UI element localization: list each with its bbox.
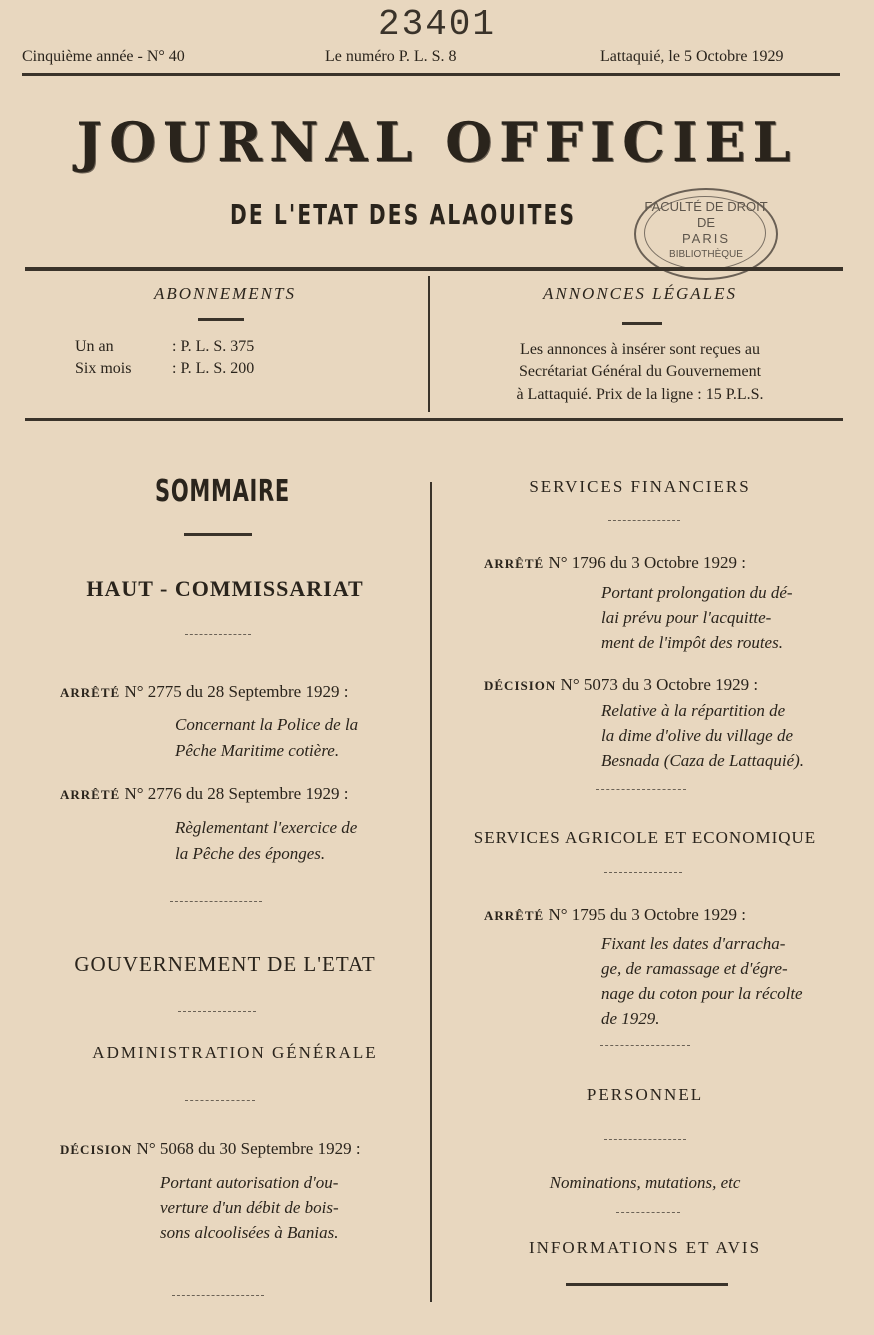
decision-5073-line-1: Relative à la répartition de	[601, 701, 786, 720]
decision-5068-line-2: verture d'un débit de bois-	[160, 1198, 339, 1217]
services-financiers-heading: SERVICES FINANCIERS	[529, 477, 751, 496]
section-divider	[596, 789, 686, 790]
arrete-1796-line-1: Portant prolongation du dé-	[601, 583, 793, 602]
column-divider	[430, 482, 432, 1302]
section-divider	[178, 1011, 256, 1012]
abonnements-title: ABONNEMENTS	[154, 284, 296, 303]
section-divider	[185, 634, 251, 635]
annonces-divider	[622, 322, 662, 325]
arrete-1795-line-1: Fixant les dates d'arracha-	[601, 934, 786, 953]
section-divider	[616, 1212, 680, 1213]
gouvernement-heading: GOUVERNEMENT DE L'ETAT	[74, 952, 376, 976]
annonces-title: ANNONCES LÉGALES	[543, 284, 737, 303]
end-rule	[566, 1283, 728, 1286]
sommaire-title: SOMMAIRE	[155, 474, 290, 509]
abonnement-value-2: : P. L. S. 200	[172, 360, 255, 377]
year-issue: Cinquième année - N° 40	[22, 48, 185, 65]
abonnements-divider	[198, 318, 244, 321]
arrete-1796-ref: ARRÊTÉ N° 1796 du 3 Octobre 1929 :	[484, 553, 746, 572]
informations-heading: INFORMATIONS ET AVIS	[528, 1238, 762, 1257]
arrete-2775-ref: ARRÊTÉ N° 2775 du 28 Septembre 1929 :	[60, 682, 349, 701]
annonces-line-1: Les annonces à insérer sont reçues au	[520, 341, 760, 358]
masthead-rule	[25, 267, 843, 271]
decision-5073-ref: DÉCISION N° 5073 du 3 Octobre 1929 :	[484, 675, 759, 694]
section-divider	[185, 1100, 255, 1101]
decision-5068-line-1: Portant autorisation d'ou-	[160, 1173, 339, 1192]
journal-title: JOURNAL OFFICIEL	[76, 110, 798, 174]
abonnement-label-1: Un an	[75, 338, 114, 355]
nominations-line: Nominations, mutations, etc	[549, 1173, 741, 1192]
journal-subtitle: DE L'ETAT DES ALAOUITES	[230, 198, 577, 231]
arrete-1796-line-3: ment de l'impôt des routes.	[601, 633, 783, 652]
section-divider	[600, 1045, 690, 1046]
header-rule	[22, 73, 840, 76]
arrete-2776-ref: ARRÊTÉ N° 2776 du 28 Septembre 1929 :	[60, 784, 349, 803]
section-divider	[172, 1295, 264, 1296]
decision-5068-ref: DÉCISION N° 5068 du 30 Septembre 1929 :	[60, 1139, 361, 1158]
section-divider	[604, 872, 682, 873]
header-bottom-rule	[25, 418, 843, 421]
administration-heading: ADMINISTRATION GÉNÉRALE	[92, 1043, 378, 1062]
arrete-2776-line-1: Règlementant l'exercice de	[175, 818, 358, 837]
arrete-1795-line-2: ge, de ramassage et d'égre-	[601, 959, 788, 978]
sommaire-divider	[184, 533, 252, 536]
decision-5068-line-3: sons alcoolisées à Banias.	[160, 1223, 339, 1242]
decision-5073-line-3: Besnada (Caza de Lattaquié).	[601, 751, 805, 770]
section-divider	[170, 901, 262, 902]
arrete-1796-line-2: lai prévu pour l'acquitte-	[601, 608, 772, 627]
annonces-line-2: Secrétariat Général du Gouvernement	[518, 363, 762, 380]
place-date: Lattaquié, le 5 Octobre 1929	[600, 48, 784, 65]
issue-price: Le numéro P. L. S. 8	[325, 48, 457, 65]
section-divider	[608, 520, 680, 521]
abonnement-label-2: Six mois	[75, 360, 132, 377]
arrete-1795-line-4: de 1929.	[601, 1009, 660, 1028]
header-column-rule	[428, 276, 430, 412]
issue-serial-number: 23401	[377, 4, 497, 45]
library-stamp: FACULTÉ DE DROIT DE PARIS BIBLIOTHÈQUE	[634, 188, 778, 280]
haut-commissariat-heading: HAUT - COMMISSARIAT	[86, 576, 364, 601]
section-divider	[604, 1139, 686, 1140]
arrete-2775-line-1: Concernant la Police de la	[175, 715, 359, 734]
arrete-2775-line-2: Pêche Maritime cotière.	[175, 741, 340, 760]
personnel-heading: PERSONNEL	[586, 1085, 704, 1104]
arrete-1795-ref: ARRÊTÉ N° 1795 du 3 Octobre 1929 :	[484, 905, 746, 924]
arrete-1795-line-3: nage du coton pour la récolte	[601, 984, 803, 1003]
annonces-line-3: à Lattaquié. Prix de la ligne : 15 P.L.S.	[516, 386, 764, 403]
arrete-2776-line-2: la Pêche des éponges.	[175, 844, 326, 863]
abonnement-value-1: : P. L. S. 375	[172, 338, 255, 355]
decision-5073-line-2: la dime d'olive du village de	[601, 726, 793, 745]
services-agricole-heading: SERVICES AGRICOLE ET ECONOMIQUE	[473, 828, 817, 847]
